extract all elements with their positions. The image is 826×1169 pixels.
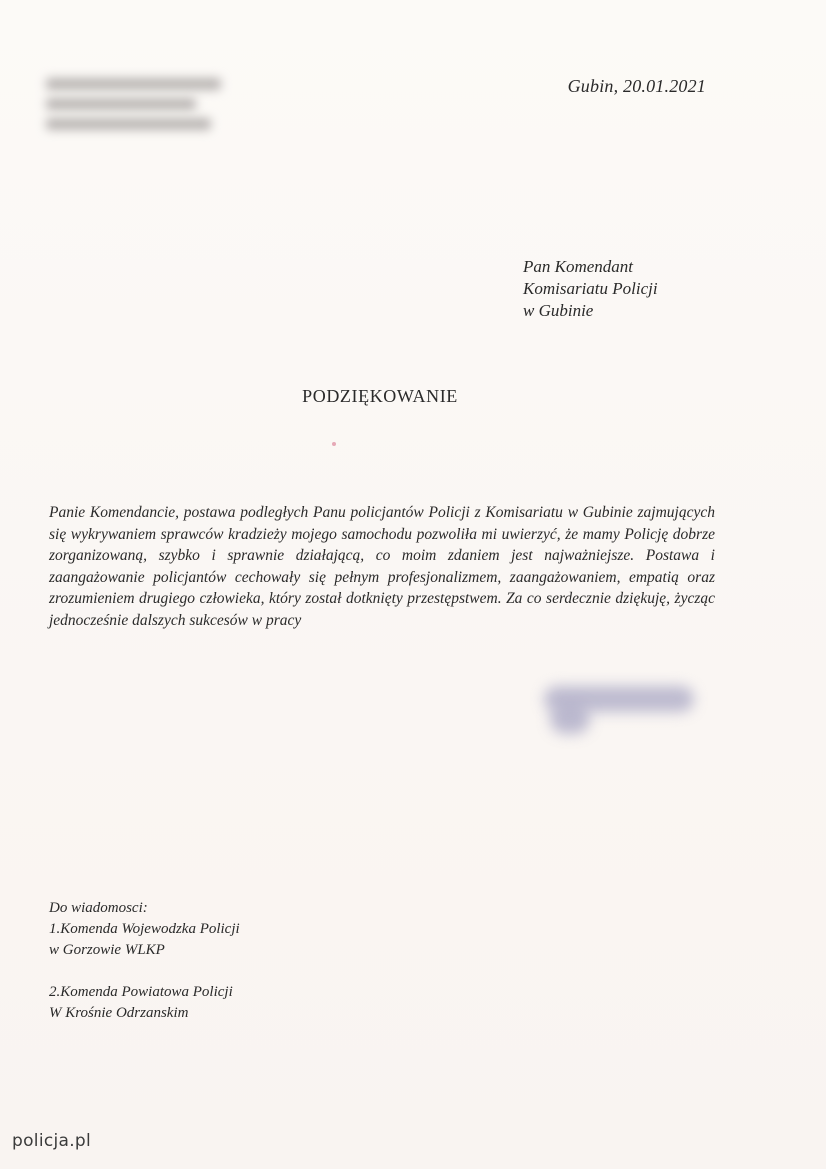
redacted-sender-address — [46, 74, 226, 136]
letter-date: Gubin, 20.01.2021 — [567, 76, 706, 96]
cc-heading: Do wiadomosci: — [49, 900, 148, 916]
ink-speck — [332, 442, 336, 446]
addressee-line: Komisariatu Policji — [523, 279, 658, 298]
addressee-block — [523, 256, 658, 322]
cc-item-line: w Gorzowie WLKP — [49, 942, 165, 958]
source-watermark: policja.pl — [12, 1131, 92, 1151]
letter-title: PODZIĘKOWANIE — [302, 386, 458, 406]
addressee-line: w Gubinie — [523, 301, 594, 320]
cc-item-line: 1.Komenda Wojewodzka Policji — [49, 921, 240, 937]
redacted-signature — [540, 668, 700, 738]
cc-item-line: 2.Komenda Powiatowa Policji — [49, 984, 233, 1000]
letter-body: Panie Komendancie, postawa podległych Panu policjantów Policji z Komisariatu w Gubinie zajmujących się wykrywaniem sprawców kradzieży mojego samochodu pozwoliła mi uwierzyć, że mamy Policję dobrze zorganizowaną, szybko i sprawnie działającą, co moim zdaniem jest najważniejsze. Postawa i zaangażowanie policjantów cechowały się pełnym profesjonalizmem, zaangażowaniem, empatią oraz zrozumieniem drugiego człowieka, który został dotknięty przestępstwem. Za co serdecznie dziękuję, życząc jednocześnie dalszych sukcesów w pracy — [49, 504, 715, 629]
cc-list — [49, 898, 240, 1024]
cc-item-line: W Krośnie Odrzanskim — [49, 1005, 189, 1021]
addressee-line: Pan Komendant — [523, 257, 634, 276]
